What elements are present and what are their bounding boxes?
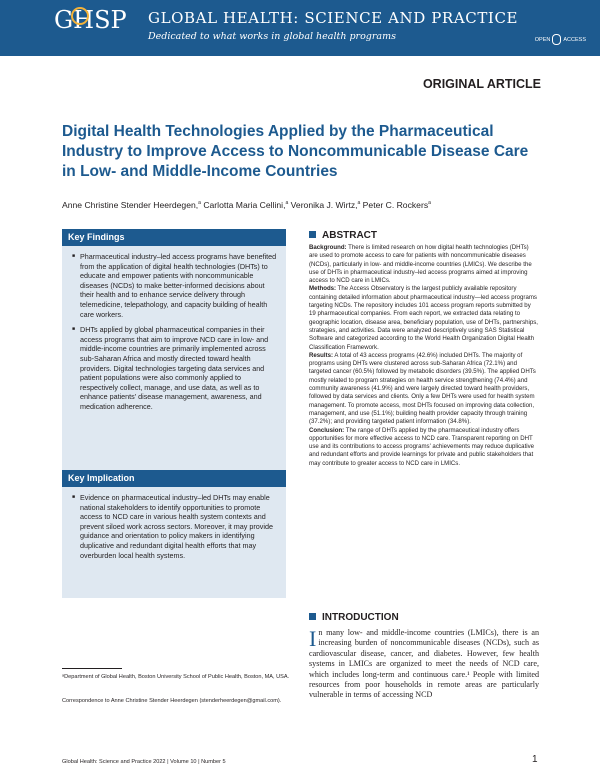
article-type: ORIGINAL ARTICLE	[422, 77, 541, 91]
key-implication-list	[62, 487, 286, 570]
key-findings-heading: Key Findings	[62, 229, 286, 246]
introduction-heading: INTRODUCTION	[309, 612, 399, 623]
abstract-body	[309, 244, 539, 468]
article-title: Digital Health Technologies Applied by the Pharmaceutical Industry to Improve Access to Noncommunicable Disease Care in Low- and Middle-Income Countries	[62, 123, 529, 180]
abstract-paragraph: Methods: The Access Observatory is the largest publicly available repository containing detailed information about pharmaceutical industry—led access programs targeting NCDs. The repository includes 101 access program reports submitted by 19 pharmaceutical companies. From each report, we extracted data relating to geographic location, disease area, beneficiary population, use of DHTs, partnerships, strategies, and activities. Data were analyzed descriptively using SAS Statistical Software and categorized according to the World Health Organization Digital Health Classification Framework.	[309, 285, 538, 351]
journal-logo: GHSP	[54, 6, 127, 34]
correspondence-footnote: Correspondence to Anne Christine Stender Heerdegen (stenderheerdegen@gmail.com).	[62, 698, 282, 704]
author: Veronika J. Wirtz,	[288, 200, 358, 210]
page-number: 1	[532, 754, 538, 765]
affiliation-footnote: ᵃDepartment of Global Health, Boston University School of Public Health, Boston, MA, USA.	[62, 674, 290, 680]
journal-title: GLOBAL HEALTH: SCIENCE AND PRACTICE	[148, 9, 519, 27]
journal-banner	[0, 0, 600, 56]
logo-ring-icon	[71, 7, 89, 25]
abstract-heading: ABSTRACT	[309, 230, 377, 241]
author: Anne Christine Stender Heerdegen,	[62, 200, 199, 210]
key-findings-list	[62, 246, 286, 422]
abstract-paragraph: Results: A total of 43 access programs (42.6%) included DHTs. The majority of programs using DHTs were clustered across sub-Saharan Africa (72.1%) and targeted cancer (60.5%) followed by metabolic disorders (39.5%). The applied DHTs mostly related to program strategies on health service strengthening (74.4%) and community awareness (41.9%) and were largely directed toward health providers, followed by data services and clients. Only a few DHTs were used for health system management. To promote access, most DHTs focused on improving data collection, management, and use (51.1%); building health provider capacity through training (37.2%); and providing targeted patient information (34.8%).	[309, 351, 536, 426]
footnote-divider	[62, 668, 122, 669]
list-item: ■ DHTs applied by global pharmaceutical companies in their access programs that aim to improve NCD care in low- and middle-income countries are primarily implemented across sub-Saharan Africa and mostly directed toward health providers. Digital technologies targeting data services and patient populations were also commonly applied to respectively collect, manage, and use data, as well as to enhance patients' disease management, awareness, and medication adherence.	[72, 325, 278, 411]
author-list: Anne Christine Stender Heerdegen,$^a$ Carlotta Maria Cellini,$^a$ Veronika J. Wirtz,$^a$ Peter C. Rockers$^a$	[62, 200, 431, 210]
author: Carlotta Maria Cellini,	[200, 200, 286, 210]
abstract-paragraph: Conclusion: The range of DHTs applied by the pharmaceutical industry offers opportunities for more effective access to NCD care. Transparent reporting on DHT use and its contributions to access programs' achievements may reduce duplicative and redundant efforts and provide learnings for private and public stakeholders that may contribute to greater access to NCD care in LMICs.	[309, 426, 535, 467]
section-square-icon	[309, 231, 316, 238]
page-footer-citation: Global Health: Science and Practice 2022 | Volume 10 | Number 5	[62, 759, 226, 765]
author: Peter C. Rockers	[360, 200, 429, 210]
journal-tagline: Dedicated to what works in global health programs	[148, 31, 396, 42]
abstract-paragraph: Background: There is limited research on how digital health technologies (DHTs) are used to promote access to care for patients with noncommunicable diseases (NCDs), particularly in low- and middle-income countries (LMICs). We describe the use of DHTs in pharmaceutical industry–led access programs aimed at improving access to NCD care in LMICs.	[309, 244, 532, 285]
open-lock-icon	[552, 34, 561, 45]
open-access-badge: OPEN ACCESS	[535, 34, 586, 45]
list-item: ■ Evidence on pharmaceutical industry–led DHTs may enable national stakeholders to identify opportunities to promote access to NCD care in various health system contexts and prevent siloed work across sectors. Moreover, it may provide guidance and orientation to policy makers in identifying duplicative and redundant digital health efforts that may overburden local health systems.	[72, 493, 278, 560]
section-square-icon	[309, 613, 316, 620]
key-findings-box	[62, 229, 286, 477]
key-implication-heading: Key Implication	[62, 470, 286, 487]
key-implication-box	[62, 470, 286, 598]
introduction-body: In many low- and middle-income countries (LMICs), there is an increasing burden of noncommunicable diseases (NCDs), such as cardiovascular disease, cancer, and diabetes. However, few health systems in LMICs are organized to meet the needs of NCD care, which includes long-term and continuous care.¹ People with limited resources from poor households in remote areas are particularly vulnerable in terms of accessing NCD	[309, 626, 539, 700]
list-item: ■ Pharmaceutical industry–led access programs have benefited from the application of digital health technologies (DHTs) to educate and empower patients with noncommunicable diseases (NCDs) to make better-informed decisions about their health and to enhance service delivery through telemedicine, telepathology, and capacity building of health care workers.	[72, 252, 278, 319]
